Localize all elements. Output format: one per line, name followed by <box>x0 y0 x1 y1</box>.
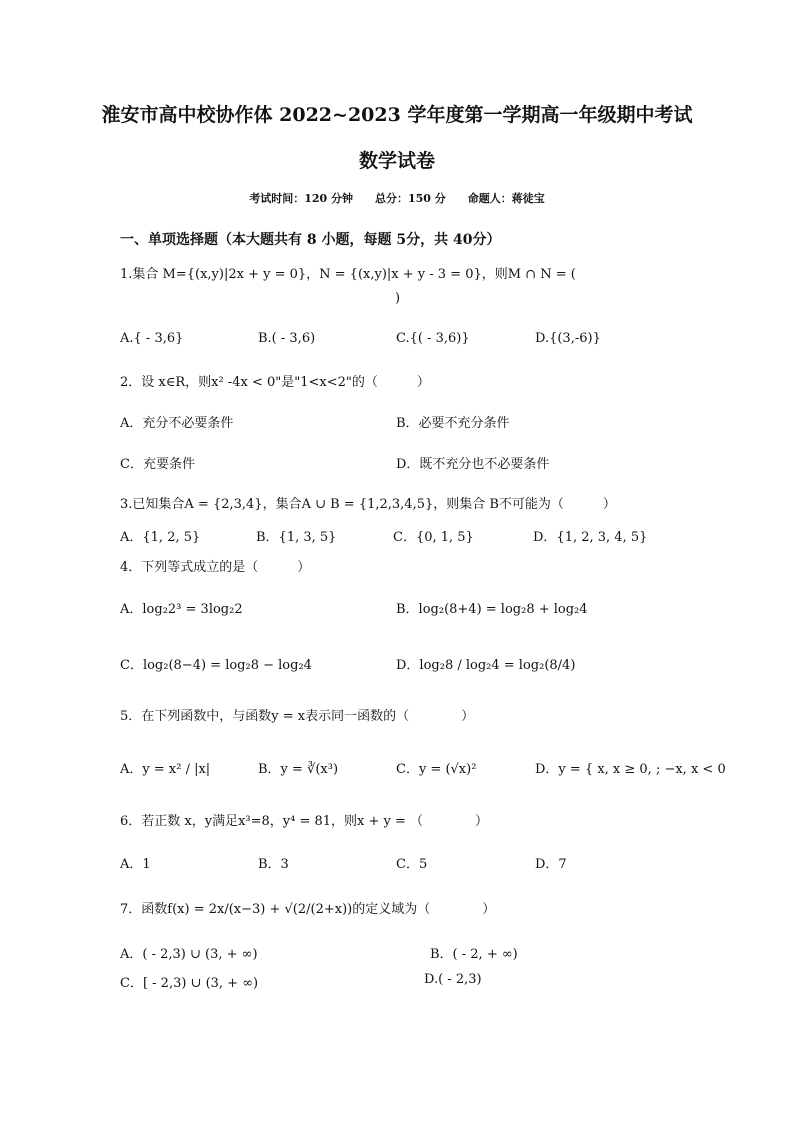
section-heading: 一、单项选择题（本大题共有 8 小题，每题 5分，共 40分） <box>120 232 501 248</box>
q4-option-b: B．log₂(8+4) = log₂8 + log₂4 <box>396 602 588 617</box>
q3-option-a: A．{1, 2, 5} <box>120 530 201 545</box>
exam-info: 考试时间：120 分钟 总分：150 分 命题人：蒋徒宝 <box>249 192 545 205</box>
q1-stem-cont: ) <box>395 291 401 306</box>
q5-stem: 5．在下列函数中，与函数y = x表示同一函数的（ ） <box>120 709 475 724</box>
q4-option-c: C．log₂(8−4) = log₂8 − log₂4 <box>120 658 312 673</box>
q5-option-b: B．y = ∛(x³) <box>258 762 339 777</box>
q2-stem: 2．设 x∈R，则x² -4x < 0"是"1<x<2"的（ ） <box>120 375 430 390</box>
q2-option-c: C．充要条件 <box>120 457 195 472</box>
q1-option-b: B.( - 3,6) <box>258 331 316 346</box>
q6-option-a: A．1 <box>120 857 151 872</box>
q7-stem: 7．函数f(x) = 2x/(x−3) + √(2/(2+x))的定义域为（ ） <box>120 902 496 917</box>
q2-option-d: D．既不充分也不必要条件 <box>396 457 550 472</box>
q7-option-a: A．( - 2,3) ∪ (3, + ∞) <box>120 947 258 962</box>
q5-option-d: D．y = { x, x ≥ 0, ; −x, x < 0 <box>535 762 726 777</box>
q4-option-d: D．log₂8 / log₂4 = log₂(8/4) <box>396 658 576 673</box>
q4-option-a: A．log₂2³ = 3log₂2 <box>120 602 243 617</box>
q1-option-c: C.{( - 3,6)} <box>396 331 470 346</box>
q2-option-a: A．充分不必要条件 <box>120 416 234 431</box>
q7-option-c: C．[ - 2,3) ∪ (3, + ∞) <box>120 976 259 991</box>
q7-option-b: B．( - 2, + ∞) <box>430 947 518 962</box>
q6-stem: 6．若正数 x，y满足x³=8，y⁴ = 81，则x + y = （ ） <box>120 814 489 829</box>
q5-option-a: A．y = x² / |x| <box>120 762 211 777</box>
q3-stem: 3.已知集合A = {2,3,4}，集合A ∪ B = {1,2,3,4,5}，则集合 B不可能为（ ） <box>120 497 616 512</box>
q1-option-a: A.{ - 3,6} <box>120 331 184 346</box>
q1-stem: 1.集合 M={(x,y)|2x + y = 0}，N = {(x,y)|x + y - 3 = 0}，则M ∩ N = ( <box>120 267 576 282</box>
exam-title: 淮安市高中校协作体 2022~2023 学年度第一学期高一年级期中考试 <box>101 104 693 126</box>
q3-option-b: B．{1, 3, 5} <box>256 530 337 545</box>
exam-subtitle: 数学试卷 <box>358 150 435 172</box>
q6-option-d: D．7 <box>535 857 567 872</box>
q1-option-d: D.{(3,-6)} <box>535 331 601 346</box>
q4-stem: 4．下列等式成立的是（ ） <box>120 560 311 575</box>
q6-option-c: C．5 <box>396 857 428 872</box>
q3-option-d: D．{1, 2, 3, 4, 5} <box>533 530 648 545</box>
q6-option-b: B．3 <box>258 857 289 872</box>
q5-option-c: C．y = (√x)² <box>396 762 477 777</box>
q7-option-d: D.( - 2,3) <box>424 972 482 987</box>
q2-option-b: B．必要不充分条件 <box>396 416 510 431</box>
q3-option-c: C．{0, 1, 5} <box>393 530 474 545</box>
